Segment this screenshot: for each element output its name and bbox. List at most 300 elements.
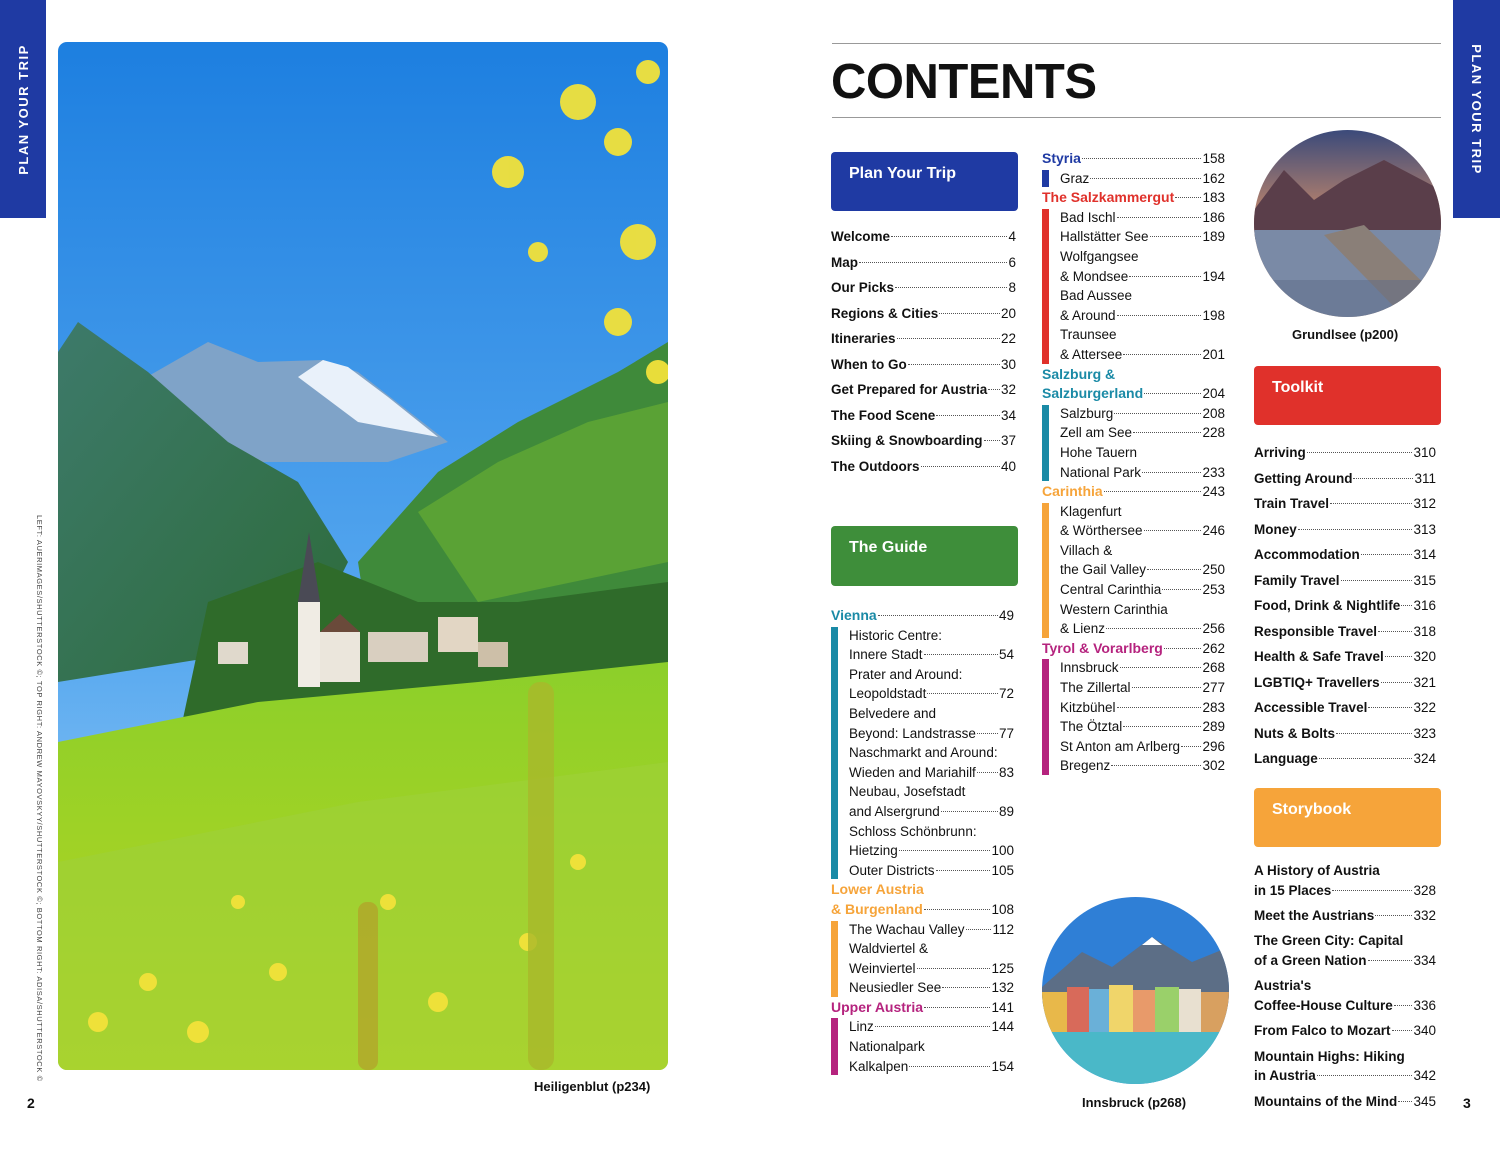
sub-entry[interactable] (849, 959, 1014, 979)
entry-label: Accessible Travel (1254, 700, 1368, 715)
leader-dots (1129, 276, 1201, 277)
leader-dots (1164, 648, 1202, 649)
entry-label: Zell am See (1060, 425, 1133, 441)
leader-dots (909, 1066, 990, 1067)
entry-page: 77 (998, 725, 1014, 741)
entry-last-line[interactable] (1254, 906, 1436, 926)
region-line[interactable] (1042, 639, 1225, 659)
region-line[interactable] (831, 606, 1014, 626)
toc-entry[interactable] (1254, 517, 1436, 543)
entry-page: 183 (1202, 190, 1225, 206)
entry-page: 100 (991, 843, 1014, 859)
entry-label: Getting Around (1254, 470, 1353, 486)
sub-entry[interactable] (1060, 658, 1225, 678)
region-heading[interactable] (831, 606, 1014, 626)
entry-label: Bad Ischl (1060, 209, 1116, 225)
entry-label: The Zillertal (1060, 680, 1131, 696)
entry-label: Our Picks (831, 280, 895, 295)
entry-label (1254, 861, 1436, 881)
sub-entry[interactable] (1060, 619, 1225, 639)
toc-entry[interactable] (1254, 466, 1436, 492)
leader-dots (927, 693, 998, 694)
guide-list-col2 (1042, 149, 1225, 776)
leader-dots (899, 850, 991, 851)
sub-entry[interactable] (1060, 521, 1225, 541)
entry-label: The Food Scene (831, 407, 936, 423)
toc-entry[interactable] (1254, 721, 1436, 747)
leader-dots (1120, 667, 1202, 668)
region-line[interactable] (1042, 188, 1225, 208)
leader-dots (895, 287, 1007, 288)
toc-entry[interactable] (1254, 861, 1436, 900)
leader-dots (891, 236, 1007, 237)
leader-dots (1353, 478, 1413, 479)
leader-dots (1123, 726, 1201, 727)
entry-label-text: Austria's (1254, 978, 1312, 994)
entry-page: 323 (1413, 725, 1436, 741)
leader-dots (1132, 687, 1202, 688)
entry-page: 49 (998, 608, 1014, 623)
entry-label: Hietzing (849, 843, 898, 859)
sub-entry[interactable] (1060, 208, 1225, 228)
entry-page: 89 (998, 803, 1014, 819)
sub-entry[interactable] (1060, 698, 1225, 718)
entry-page: 243 (1202, 484, 1225, 500)
sub-entry[interactable] (1060, 737, 1225, 757)
entry-label (1254, 931, 1436, 951)
toc-entry[interactable] (1254, 568, 1436, 594)
entry-label: the Gail Valley (1060, 562, 1147, 578)
entry-page: 316 (1413, 598, 1436, 613)
leader-dots (1307, 452, 1413, 453)
entry-label: Regions & Cities (831, 305, 939, 321)
leader-dots (977, 733, 998, 734)
entry-label: Mountains of the Mind (1254, 1093, 1398, 1109)
toc-entry[interactable] (1254, 542, 1436, 568)
region-label: Lower Austria (831, 881, 924, 898)
leader-dots (1381, 682, 1413, 683)
toc-entry[interactable] (831, 326, 1016, 352)
entry-page: 112 (992, 921, 1014, 937)
section-toolkit[interactable]: Toolkit (1254, 366, 1441, 425)
toc-entry[interactable] (1254, 440, 1436, 466)
entry-label: The Ötztal (1060, 719, 1123, 735)
entry-label: Bregenz (1060, 758, 1111, 774)
entry-page: 334 (1413, 952, 1436, 968)
entry-label: Vienna (831, 607, 877, 623)
region-heading[interactable] (1042, 482, 1225, 502)
leader-dots (1401, 605, 1412, 606)
toc-entry[interactable] (831, 352, 1016, 378)
page-number-right: 3 (1463, 1095, 1471, 1111)
leader-dots (859, 262, 1007, 263)
leader-dots (936, 870, 991, 871)
sub-entry[interactable] (849, 645, 1014, 665)
entry-page: 186 (1202, 209, 1225, 225)
entry-page: 250 (1202, 562, 1225, 578)
leader-dots (1181, 746, 1201, 747)
region-line[interactable] (1042, 149, 1225, 169)
entry-page: 256 (1202, 621, 1225, 637)
entry-label: Weinviertel (849, 960, 916, 976)
entry-page: 154 (991, 1058, 1014, 1074)
entry-page: 342 (1413, 1068, 1436, 1084)
entry-label: When to Go (831, 356, 907, 372)
entry-label (1254, 1047, 1436, 1067)
entry-page: 318 (1413, 623, 1436, 639)
entry-page: 208 (1202, 405, 1225, 421)
sub-entry-label: Klagenfurt (1060, 503, 1122, 519)
region-line[interactable] (831, 900, 1014, 920)
toc-entry[interactable] (831, 224, 1016, 250)
entry-last-line[interactable] (1254, 1021, 1436, 1041)
side-tab-left: PLAN YOUR TRIP (0, 0, 46, 218)
entry-label: Carinthia (1042, 483, 1103, 500)
region-color-bar (1042, 209, 1049, 364)
sub-entry[interactable] (1060, 404, 1225, 424)
leader-dots (1117, 217, 1202, 218)
entry-page: 125 (991, 960, 1014, 976)
leader-dots (1117, 707, 1202, 708)
sub-entry[interactable] (1060, 306, 1225, 326)
entry-page: 37 (1000, 433, 1016, 448)
region-heading[interactable] (831, 880, 1014, 919)
entry-label: From Falco to Mozart (1254, 1023, 1391, 1039)
entry-page: 336 (1413, 997, 1436, 1013)
entry-last-line[interactable] (1254, 1066, 1436, 1086)
entry-label: in Austria (1254, 1068, 1316, 1084)
entry-label-text: The Green City: Capital (1254, 933, 1404, 949)
entry-label: Leopoldstadt (849, 686, 927, 702)
region-color-bar (831, 1018, 838, 1075)
sub-entry-label: Neubau, Josefstadt (849, 784, 966, 800)
region-heading[interactable] (1042, 365, 1225, 404)
entry-page: 296 (1202, 738, 1225, 754)
entry-label: The Wachau Valley (849, 921, 965, 937)
sub-entry[interactable] (1060, 169, 1225, 189)
sub-entry[interactable] (849, 684, 1014, 704)
entry-page: 246 (1202, 523, 1225, 539)
entry-label: & Attersee (1060, 346, 1123, 362)
region-heading[interactable] (1042, 188, 1225, 208)
innsbruck-photo (1042, 897, 1229, 1084)
entry-page: 198 (1202, 307, 1225, 323)
entry-label: & Around (1060, 307, 1116, 323)
entry-label: Neusiedler See (849, 980, 942, 996)
sub-entry[interactable] (1060, 756, 1225, 776)
entry-page: 22 (1000, 331, 1016, 346)
region-line[interactable] (1042, 482, 1225, 502)
leader-dots (921, 466, 1000, 467)
sub-entry[interactable] (1060, 345, 1225, 365)
toc-entry[interactable] (1254, 746, 1436, 772)
entry-label: Beyond: Landstrasse (849, 725, 976, 741)
entry-page: 201 (1202, 346, 1225, 362)
entry-label: Nuts & Bolts (1254, 725, 1335, 741)
entry-page: 30 (1000, 356, 1016, 372)
leader-dots (1368, 960, 1413, 961)
entry-last-line[interactable] (1254, 881, 1436, 901)
entry-page: 283 (1202, 699, 1225, 715)
entry-label: Outer Districts (849, 862, 935, 878)
entry-last-line[interactable] (1254, 951, 1436, 971)
toc-entry[interactable] (1254, 619, 1436, 645)
leader-dots (1133, 432, 1201, 433)
region-color-bar (831, 921, 838, 997)
toc-entry[interactable] (1254, 695, 1436, 721)
entry-label: National Park (1060, 464, 1142, 480)
entry-label: Money (1254, 521, 1297, 537)
region-line[interactable] (1042, 384, 1225, 404)
leader-dots (942, 987, 990, 988)
sub-entry[interactable] (1060, 423, 1225, 443)
toc-entry[interactable] (1254, 593, 1436, 619)
sub-entry-label: Prater and Around: (849, 666, 963, 682)
entry-page: 268 (1202, 660, 1225, 676)
sub-entry-label: Villach & (1060, 542, 1113, 558)
leader-dots (1375, 915, 1412, 916)
leader-dots (1147, 569, 1201, 570)
sub-entry[interactable] (849, 978, 1014, 998)
sub-entry[interactable] (1060, 227, 1225, 247)
toc-entry[interactable] (1254, 1092, 1436, 1112)
entry-label: The Outdoors (831, 458, 920, 474)
sub-entry[interactable] (849, 1057, 1014, 1077)
page-title: CONTENTS (831, 55, 1097, 109)
leader-dots (1398, 1101, 1412, 1102)
leader-dots (1144, 393, 1201, 394)
sub-entry-label: Nationalpark (849, 1039, 925, 1055)
entry-last-line[interactable] (1254, 996, 1436, 1016)
title-rule-bottom (832, 117, 1441, 118)
entry-label: & Lienz (1060, 621, 1106, 637)
leader-dots (1104, 491, 1202, 492)
entry-label-text: A History of Austria (1254, 863, 1380, 878)
leader-dots (1341, 580, 1413, 581)
toc-entry[interactable] (831, 275, 1016, 301)
sub-entry[interactable] (849, 841, 1014, 861)
entry-page: 158 (1202, 151, 1225, 166)
leader-dots (941, 811, 998, 812)
side-tab-right: PLAN YOUR TRIP (1453, 0, 1500, 218)
entry-label: Kitzbühel (1060, 699, 1116, 715)
leader-dots (1368, 707, 1412, 708)
sub-entry[interactable] (849, 802, 1014, 822)
entry-page: 32 (1000, 382, 1016, 397)
sub-entry[interactable] (1060, 580, 1225, 600)
entry-page: 253 (1202, 582, 1225, 598)
entry-page: 328 (1413, 882, 1436, 898)
sub-entry[interactable] (1060, 678, 1225, 698)
sub-entry[interactable] (1060, 717, 1225, 737)
entry-page: 310 (1413, 445, 1436, 460)
leader-dots (1394, 1005, 1413, 1006)
leader-dots (924, 1007, 990, 1008)
entry-page: 315 (1413, 572, 1436, 588)
region-heading[interactable] (1042, 149, 1225, 169)
region-heading[interactable] (1042, 639, 1225, 659)
section-the-guide[interactable]: The Guide (831, 526, 1018, 586)
entry-page: 194 (1202, 268, 1225, 284)
toc-entry[interactable] (1254, 491, 1436, 517)
leader-dots (875, 1026, 991, 1027)
entry-label: Family Travel (1254, 572, 1340, 588)
entry-label: of a Green Nation (1254, 952, 1367, 968)
entry-page: 314 (1413, 547, 1436, 562)
leader-dots (1175, 197, 1201, 198)
entry-label: Itineraries (831, 331, 896, 346)
entry-label: Hallstätter See (1060, 229, 1149, 245)
leader-dots (988, 389, 1000, 390)
grundlsee-photo (1254, 130, 1441, 317)
main-photo-caption: Heiligenblut (p234) (534, 1079, 651, 1094)
entry-label: Styria (1042, 150, 1081, 166)
entry-page: 20 (1000, 305, 1016, 321)
sub-entry-label: Waldviertel & (849, 941, 929, 957)
toc-entry[interactable] (1254, 670, 1436, 696)
sub-entry[interactable] (1060, 267, 1225, 287)
entry-page: 302 (1202, 758, 1225, 774)
leader-dots (1150, 236, 1202, 237)
guide-list-col1 (831, 606, 1014, 1076)
entry-page: 311 (1414, 470, 1436, 486)
leader-dots (1082, 158, 1202, 159)
entry-label: Get Prepared for Austria (831, 382, 988, 397)
sub-entry[interactable] (849, 724, 1014, 744)
leader-dots (939, 313, 1000, 314)
entry-label: St Anton am Arlberg (1060, 738, 1181, 754)
entry-label: & Mondsee (1060, 268, 1129, 284)
leader-dots (908, 364, 1000, 365)
toc-entry[interactable] (831, 403, 1016, 429)
toc-entry[interactable] (1254, 1021, 1436, 1041)
entry-page: 228 (1202, 425, 1225, 441)
toc-entry[interactable] (1254, 976, 1436, 1015)
entry-page: 8 (1008, 280, 1016, 295)
entry-page: 289 (1202, 719, 1225, 735)
sub-entry[interactable] (849, 861, 1014, 881)
leader-dots (1298, 529, 1413, 530)
sub-entry[interactable] (1060, 560, 1225, 580)
leader-dots (977, 772, 998, 773)
toc-entry[interactable] (1254, 906, 1436, 926)
leader-dots (1378, 631, 1412, 632)
toc-entry[interactable] (1254, 644, 1436, 670)
toc-entry[interactable] (831, 428, 1016, 454)
region-heading[interactable] (831, 998, 1014, 1018)
leader-dots (1117, 315, 1202, 316)
region-sublist (831, 626, 1014, 881)
entry-page: 233 (1202, 464, 1225, 480)
sub-entry[interactable] (849, 763, 1014, 783)
toc-entry[interactable] (831, 454, 1016, 480)
section-plan-your-trip[interactable]: Plan Your Trip (831, 152, 1018, 211)
leader-dots (1090, 178, 1201, 179)
entry-label: Salzburg (1060, 405, 1114, 421)
entry-label: Wieden and Mariahilf (849, 764, 976, 780)
entry-page: 189 (1202, 229, 1225, 245)
entry-label: Salzburgerland (1042, 385, 1144, 402)
toc-entry[interactable] (831, 301, 1016, 327)
sub-entry-label: Naschmarkt and Around: (849, 745, 998, 761)
leader-dots (1361, 554, 1413, 555)
toc-entry[interactable] (831, 377, 1016, 403)
leader-dots (1114, 413, 1201, 414)
entry-page: 321 (1413, 674, 1436, 690)
sub-entry-label: Bad Aussee (1060, 288, 1133, 304)
plan-your-trip-list (831, 224, 1016, 479)
sub-entry-label: Wolfgangsee (1060, 248, 1139, 264)
entry-page: 320 (1413, 649, 1436, 664)
entry-label: Meet the Austrians (1254, 907, 1375, 923)
leader-dots (1330, 503, 1412, 504)
region-line[interactable] (831, 998, 1014, 1018)
entry-label: & Wörthersee (1060, 523, 1143, 539)
leader-dots (936, 415, 1000, 416)
section-storybook[interactable]: Storybook (1254, 788, 1441, 847)
sub-entry[interactable] (849, 920, 1014, 940)
sub-entry[interactable] (849, 1017, 1014, 1037)
leader-dots (1106, 628, 1201, 629)
entry-page: 108 (991, 901, 1014, 917)
entry-label: Accommodation (1254, 547, 1360, 562)
leader-dots (1142, 472, 1201, 473)
sub-entry[interactable] (1060, 463, 1225, 483)
entry-label: & Burgenland (831, 900, 923, 917)
region-sublist (831, 920, 1014, 998)
photo-credit: LEFT: AUERIMAGES/SHUTTERSTOCK ©; TOP RIGHT: ANDREW MAYOVSKYY/SHUTTERSTOCK ©; BOTTOM RIGHT: ADISA/SHUTTERSTOCK © (35, 515, 44, 1082)
entry-label: Kalkalpen (849, 1058, 909, 1074)
leader-dots (1144, 530, 1202, 531)
entry-label: Food, Drink & Nightlife (1254, 598, 1401, 613)
toc-entry[interactable] (1254, 1047, 1436, 1086)
title-rule-top (832, 43, 1441, 44)
leader-dots (924, 909, 991, 910)
leader-dots (1319, 758, 1413, 759)
entry-page: 141 (991, 999, 1014, 1015)
entry-page: 204 (1202, 386, 1225, 402)
region-color-bar (1042, 405, 1049, 481)
entry-label: Language (1254, 751, 1318, 766)
entry-label: Upper Austria (831, 998, 924, 1015)
leader-dots (897, 338, 1000, 339)
leader-dots (1392, 1030, 1413, 1031)
entry-page: 324 (1413, 751, 1436, 766)
region-sublist (1042, 208, 1225, 365)
entry-label-text: Mountain Highs: Hiking (1254, 1048, 1405, 1064)
entry-label: Tyrol & Vorarlberg (1042, 639, 1163, 656)
leader-dots (1111, 765, 1201, 766)
entry-page: 162 (1202, 170, 1225, 186)
entry-page: 83 (998, 764, 1014, 780)
sub-entry-label: Historic Centre: (849, 627, 943, 643)
region-sublist (1042, 502, 1225, 639)
toc-entry[interactable] (1254, 931, 1436, 970)
page-number-left: 2 (27, 1095, 35, 1111)
region-sublist (1042, 169, 1225, 189)
entry-page: 144 (991, 1019, 1014, 1035)
entry-label: The Salzkammergut (1042, 189, 1175, 206)
entry-label: Train Travel (1254, 496, 1330, 511)
toc-entry[interactable] (831, 250, 1016, 276)
entry-page: 105 (991, 862, 1014, 878)
entry-label: Innere Stadt (849, 647, 923, 663)
entry-label: Graz (1060, 170, 1090, 186)
entry-label: Responsible Travel (1254, 623, 1378, 639)
entry-last-line[interactable] (1254, 1092, 1436, 1112)
entry-label: LGBTIQ+ Travellers (1254, 674, 1380, 690)
entry-label: in 15 Places (1254, 882, 1332, 898)
